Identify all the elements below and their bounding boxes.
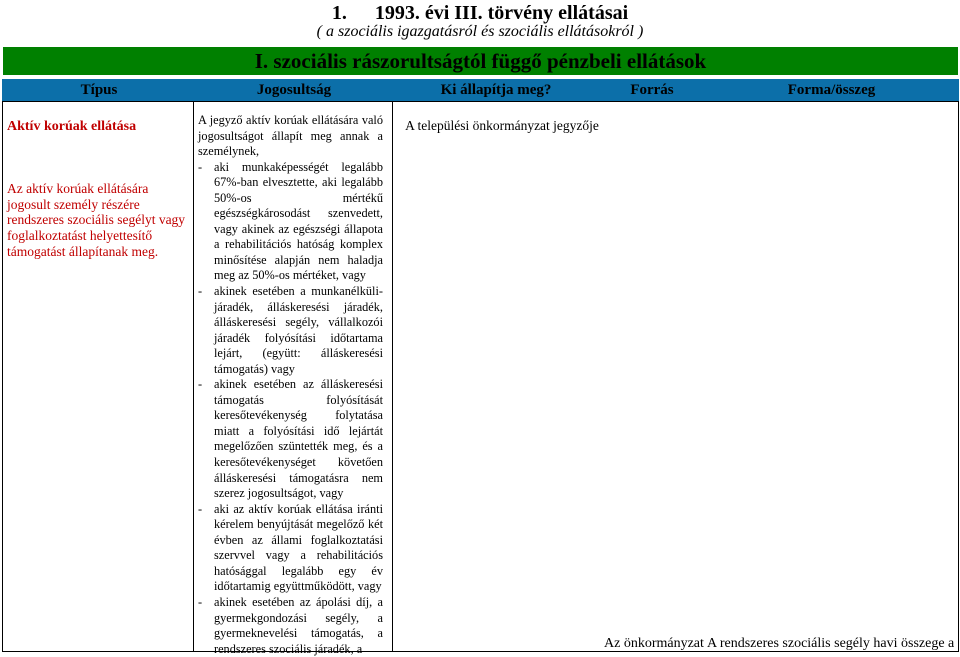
funding-source: Az önkormányzat	[604, 636, 704, 651]
eligibility-text	[198, 113, 383, 657]
header-forras: Forrás	[630, 82, 674, 98]
document-title	[0, 2, 960, 25]
eligibility-item-text: akinek esetében az álláskeresési támogatás folyósítását keresőtevékenység folytatása miatt a folyósítási idő lejártát megelőzően szüntették meg, és a keresőtevékenységet követően álláskeresési támogatásra nem szerez jogosultságot, vagy	[214, 377, 383, 501]
table-divider-1	[193, 101, 194, 652]
eligibility-item-dash: -	[198, 284, 203, 299]
eligibility-item	[198, 377, 383, 501]
header-ki-allapitja: Ki állapítja meg?	[440, 82, 552, 98]
eligibility-item-dash: -	[198, 501, 203, 516]
table-divider-2	[392, 101, 393, 652]
eligibility-item	[198, 284, 383, 377]
title-main: 1993. évi III. törvény ellátásai	[374, 2, 629, 24]
row-type-label: Aktív korúak ellátása	[7, 119, 137, 134]
eligibility-item	[198, 595, 383, 657]
eligibility-item	[198, 502, 383, 595]
eligibility-item-text: aki munkaképességét legalább 67%-ban elvesztette, aki legalább 50%-os mértékű egészségkárosodást szenvedett, vagy akinek az egészségi állapota a rehabilitációs hatóság komplex minősítése alapján nem haladja meg az 50%-os mértéket, vagy	[214, 159, 383, 283]
title-number: 1.	[331, 2, 347, 24]
table-border-left	[2, 101, 3, 652]
table-header	[2, 79, 959, 101]
row-type-description: Az aktív korúak ellátására jogosult személy részére rendszeres szociális segélyt vagy foglalkoztatást helyettesítő támogatást állapítanak meg.	[7, 181, 186, 259]
table-header-bottom-line	[2, 101, 959, 102]
header-tipus: Típus	[80, 82, 118, 98]
eligibility-intro: A jegyző aktív korúak ellátására való jogosultságot állapít meg annak a személynek,	[198, 113, 383, 159]
table-border-right	[958, 101, 959, 652]
document-subtitle: ( a szociális igazgatásról és szociális ellátásokról )	[316, 23, 644, 40]
eligibility-item	[198, 160, 383, 284]
eligibility-item-text: akinek esetében az ápolási díj, a gyermekgondozási segély, a gyermeknevelési támogatás, a rendszeres szociális járadék, a	[214, 594, 383, 656]
who-determines: A települési önkormányzat jegyzője	[405, 118, 599, 133]
eligibility-item-dash: -	[198, 159, 203, 174]
header-jogosultsag: Jogosultság	[256, 82, 332, 98]
form-amount: A rendszeres szociális segély havi összege a	[707, 636, 955, 651]
eligibility-item-text: aki az aktív korúak ellátása iránti kérelem benyújtását megelőző két évben az állami foglalkoztatási szervvel vagy a rehabilitációs hatósággal legalább egy év időtartamig együttműködött, vagy	[214, 501, 383, 594]
header-forma: Forma/összeg	[787, 82, 876, 98]
eligibility-item-text: akinek esetében a munkanélküli-járadék, álláskeresési járadék, álláskeresési segély, vállalkozói járadék folyósítási időtartama lejárt, (együtt: álláskeresési támogatás) vagy	[214, 284, 383, 376]
section-title: I. szociális rászorultságtól függő pénzbeli ellátások	[3, 47, 958, 75]
eligibility-item-dash: -	[198, 594, 203, 609]
eligibility-item-dash: -	[198, 377, 203, 392]
